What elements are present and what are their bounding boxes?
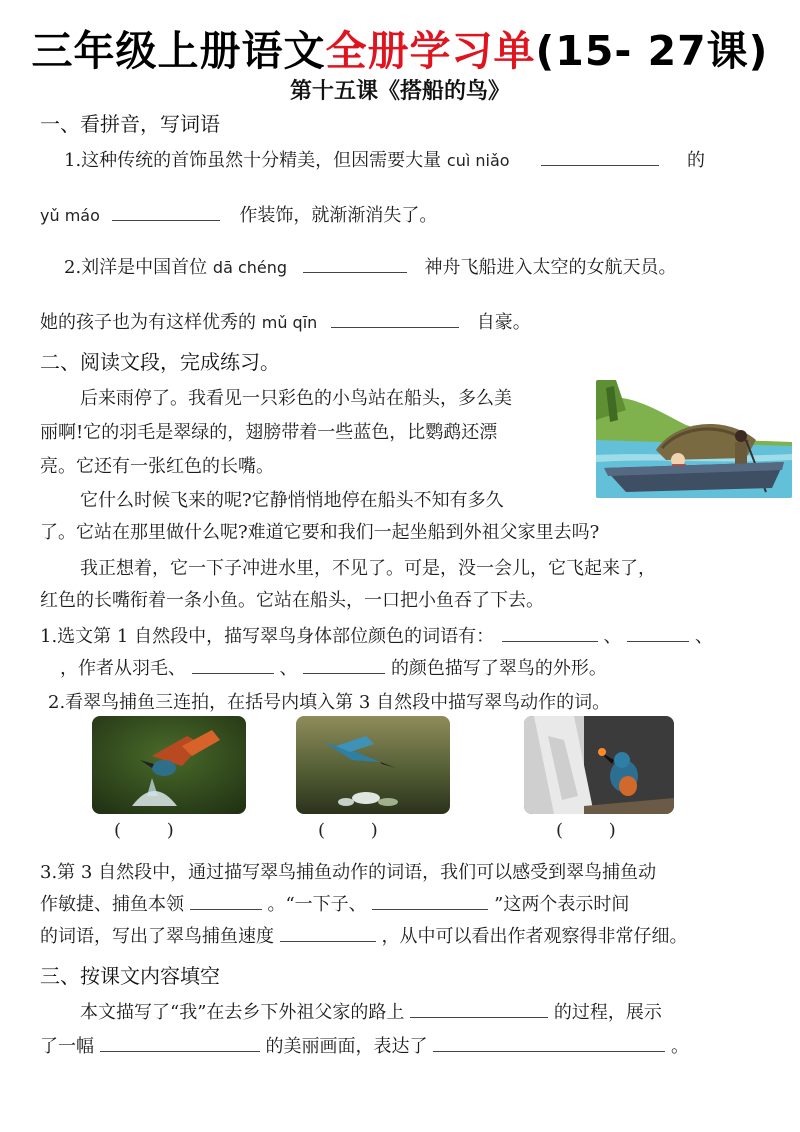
passage-p3-l1: 我正想着，它一下子冲进水里，不见了。可是，没一会儿，它飞起来了，: [80, 558, 656, 579]
s2-q1-line1: 1.选文第 1 自然段中，描写翠鸟身体部位颜色的词语有： 、 、: [40, 622, 713, 648]
blank-s1-3[interactable]: [303, 254, 407, 273]
s1-q1-line1: 1.这种传统的首饰虽然十分精美，但因需要大量 cuì niǎo 的: [64, 146, 705, 172]
section1-heading: 一、看拼音，写词语: [40, 112, 220, 136]
blank-s1-1[interactable]: [541, 147, 659, 166]
passage-p2-l2: 了。它站在那里做什么呢?难道它要和我们一起坐船到外祖父家里去吗?: [40, 522, 600, 543]
section2-heading: 二、阅读文段，完成练习。: [40, 350, 280, 374]
s3-line2: 了一幅 的美丽画面，表达了 。: [40, 1032, 689, 1058]
blank-s3-1[interactable]: [410, 999, 548, 1018]
s3-line1: 本文描写了“我”在去乡下外祖父家的路上 的过程，展示: [80, 998, 662, 1024]
s2-q3-line3: 的词语，写出了翠鸟捕鱼速度 ，从中可以看出作者观察得非常仔细。: [40, 922, 687, 948]
s2-q3-line1: 3.第 3 自然段中，通过描写翠鸟捕鱼动作的词语，我们可以感受到翠鸟捕鱼动: [40, 862, 657, 883]
blank-s2-q3-1[interactable]: [190, 891, 262, 910]
s2-q2: 2.看翠鸟捕鱼三连拍，在括号内填入第 3 自然段中描写翠鸟动作的词。: [48, 692, 611, 713]
passage-p1-l3: 亮。它还有一张红色的长嘴。: [40, 456, 274, 477]
pinyin-da-cheng: dā chéng: [212, 258, 288, 277]
answer-paren-3[interactable]: ( ): [556, 820, 616, 841]
pinyin-yu-mao: yǔ máo: [40, 206, 100, 225]
passage-p3-l2: 红色的长嘴衔着一条小鱼。它站在船头，一口把小鱼吞了下去。: [40, 590, 544, 611]
pinyin-mu-qin: mǔ qīn: [261, 313, 318, 332]
section3-heading: 三、按课文内容填空: [40, 964, 220, 988]
blank-s2-q1-1[interactable]: [502, 623, 598, 642]
blank-s1-4[interactable]: [331, 309, 459, 328]
s1-q2-line2: 她的孩子也为有这样优秀的 mǔ qīn 自豪。: [40, 308, 531, 334]
passage-p1-l1: 后来雨停了。我看见一只彩色的小鸟站在船头，多么美: [80, 388, 512, 409]
kingfisher-photo-1: [92, 716, 246, 814]
page-title: 三年级上册语文全册学习单(15- 27课): [31, 27, 769, 75]
passage-p2-l1: 它什么时候飞来的呢?它静悄悄地停在船头不知有多久: [80, 490, 504, 511]
blank-s1-2[interactable]: [112, 202, 220, 221]
blank-s2-q1-2[interactable]: [627, 623, 689, 642]
s1-q1-line2: yǔ máo 作装饰，就渐渐消失了。: [40, 201, 437, 227]
kingfisher-photo-2: [296, 716, 450, 814]
kingfisher-photo-3: [524, 716, 674, 814]
s2-q3-line2: 作敏捷、捕鱼本领 。“一下子、 ”这两个表示时间: [40, 890, 629, 916]
blank-s3-2[interactable]: [100, 1033, 260, 1052]
s1-q2-line1: 2.刘洋是中国首位 dā chéng 神舟飞船进入太空的女航天员。: [64, 253, 677, 279]
blank-s2-q3-3[interactable]: [280, 923, 376, 942]
blank-s2-q1-3[interactable]: [192, 655, 274, 674]
boat-illustration: [596, 380, 792, 498]
blank-s2-q1-4[interactable]: [303, 655, 385, 674]
blank-s3-3[interactable]: [433, 1033, 665, 1052]
lesson-title: 第十五课《搭船的鸟》: [289, 79, 510, 104]
answer-paren-1[interactable]: ( ): [114, 820, 174, 841]
s2-q1-line2: ，作者从羽毛、 、 的颜色描写了翠鸟的外形。: [60, 654, 607, 680]
pinyin-cui-niao: cuì niǎo: [446, 151, 510, 170]
blank-s2-q3-2[interactable]: [372, 891, 488, 910]
passage-p1-l2: 丽啊!它的羽毛是翠绿的，翅膀带着一些蓝色，比鹦鹉还漂: [40, 422, 498, 443]
answer-paren-2[interactable]: ( ): [318, 820, 378, 841]
